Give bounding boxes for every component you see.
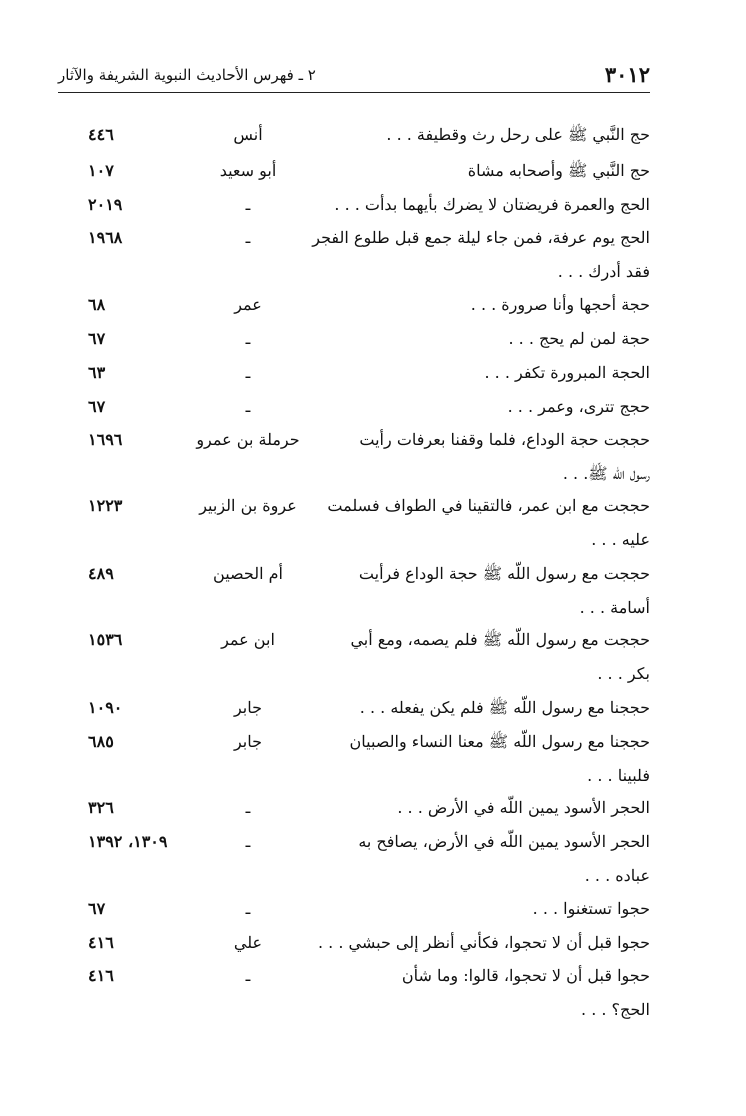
entry-text: حجوا قبل أن لا تحجوا، قالوا: وما شأن الحج؟ . . .: [320, 959, 650, 1027]
entry-text-continuation: بكر . . .: [597, 664, 650, 683]
entry-text: حججنا مع رسول اللّه ﷺ فلم يكن يفعله . . .: [359, 698, 650, 717]
entry-text: حججت مع ابن عمر، فالتقينا في الطواف فسلمت عليه . . .: [320, 489, 650, 557]
entry-text: حججت مع رسول اللّه ﷺ حجة الوداع فرأيت أسامة . . .: [320, 557, 650, 625]
entry-text: حججنا مع رسول اللّه ﷺ معنا النساء والصبيان فلبينا . . .: [320, 725, 650, 793]
entry-narrator: جابر: [233, 698, 263, 717]
entry-text: حججت حجة الوداع، فلما وقفنا بعرفات رأيت رسول اللّه ﷺ. . .: [320, 423, 650, 491]
entry-text-continuation: فقد أدرك . . .: [557, 262, 650, 281]
entry-narrator: أبو سعيد: [219, 161, 277, 180]
entry-number: ٦٧: [88, 397, 106, 416]
entry-text-continuation: عليه . . .: [591, 530, 650, 549]
running-title: ٢ ـ فهرس الأحاديث النبوية الشريفة والآثار: [58, 66, 316, 84]
entry-number: ٦٧: [88, 329, 106, 348]
entry-narrator: ـ: [245, 798, 251, 817]
entry-number: ١٥٣٦: [88, 630, 123, 649]
entry-number: ٦٣: [88, 363, 106, 382]
entry-text-continuation: رسول اللّه ﷺ. . .: [562, 464, 650, 483]
entry-text: حجج تترى، وعمر . . .: [507, 397, 650, 416]
entry-narrator: ابن عمر: [221, 630, 275, 649]
entry-text: الحجة المبرورة تكفر . . .: [484, 363, 650, 382]
entry-text: الحج والعمرة فريضتان لا يضرك بأيهما بدأت . . .: [334, 195, 650, 214]
page-number: ٣٠١٢: [604, 62, 650, 87]
entry-narrator: أنس: [233, 125, 263, 144]
entry-text: الحج يوم عرفة، فمن جاء ليلة جمع قبل طلوع الفجر فقد أدرك . . .: [320, 221, 650, 289]
entry-number: ٦٨٥: [88, 732, 114, 751]
entry-narrator: ـ: [245, 899, 251, 918]
entry-number: ٤٨٩: [88, 564, 114, 583]
entry-number: ١٩٦٨: [88, 228, 123, 247]
entry-number: ٣٢٦: [88, 798, 114, 817]
entry-text: حججت مع رسول اللّه ﷺ فلم يصمه، ومع أبي بكر . . .: [320, 623, 650, 691]
entry-text: حج النَّبي ﷺ وأصحابه مشاة: [467, 161, 650, 180]
entry-narrator: عمر: [234, 295, 262, 314]
entry-text: حجوا تستغنوا . . .: [532, 899, 650, 918]
entry-text: الحجر الأسود يمين اللّه في الأرض . . .: [397, 798, 650, 817]
entry-number: ١٢٢٣: [88, 496, 123, 515]
entry-number: ٦٨: [88, 295, 106, 314]
entry-number: ٤٤٦: [88, 125, 114, 144]
entry-number: ١٣٠٩، ١٣٩٢: [88, 832, 168, 851]
entry-number: ٤١٦: [88, 933, 114, 952]
entry-text: حج النَّبي ﷺ على رحل رث وقطيفة . . .: [386, 125, 650, 144]
entry-text-continuation: الحج؟ . . .: [581, 1000, 650, 1019]
entry-narrator: ـ: [245, 397, 251, 416]
entry-narrator: حرملة بن عمرو: [196, 430, 300, 449]
entry-narrator: ـ: [245, 329, 251, 348]
entry-number: ١٦٩٦: [88, 430, 123, 449]
entry-narrator: أم الحصين: [213, 564, 283, 583]
entry-narrator: ـ: [245, 228, 251, 247]
entry-narrator: جابر: [233, 732, 263, 751]
entry-number: ٦٧: [88, 899, 106, 918]
entry-number: ٤١٦: [88, 966, 114, 985]
entry-text-continuation: عباده . . .: [584, 866, 650, 885]
page-header: [58, 60, 650, 93]
entry-text: حجة لمن لم يحج . . .: [508, 329, 650, 348]
entry-narrator: ـ: [245, 363, 251, 382]
entry-narrator: عروة بن الزبير: [199, 496, 297, 515]
entry-text-continuation: فلبينا . . .: [587, 766, 650, 785]
entry-narrator: علي: [233, 933, 263, 952]
entry-number: ١٠٩٠: [88, 698, 123, 717]
entry-text: حجوا قبل أن لا تحجوا، فكأني أنظر إلى حبشي . . .: [317, 933, 650, 952]
entry-text: الحجر الأسود يمين اللّه في الأرض، يصافح به عباده . . .: [320, 825, 650, 893]
entry-text-continuation: أسامة . . .: [579, 598, 650, 617]
entry-number: ١٠٧: [88, 161, 114, 180]
entry-number: ٢٠١٩: [88, 195, 123, 214]
entry-narrator: ـ: [245, 966, 251, 985]
entry-text: حجة أحجها وأنا صرورة . . .: [470, 295, 650, 314]
entry-narrator: ـ: [245, 832, 251, 851]
entry-narrator: ـ: [245, 195, 251, 214]
